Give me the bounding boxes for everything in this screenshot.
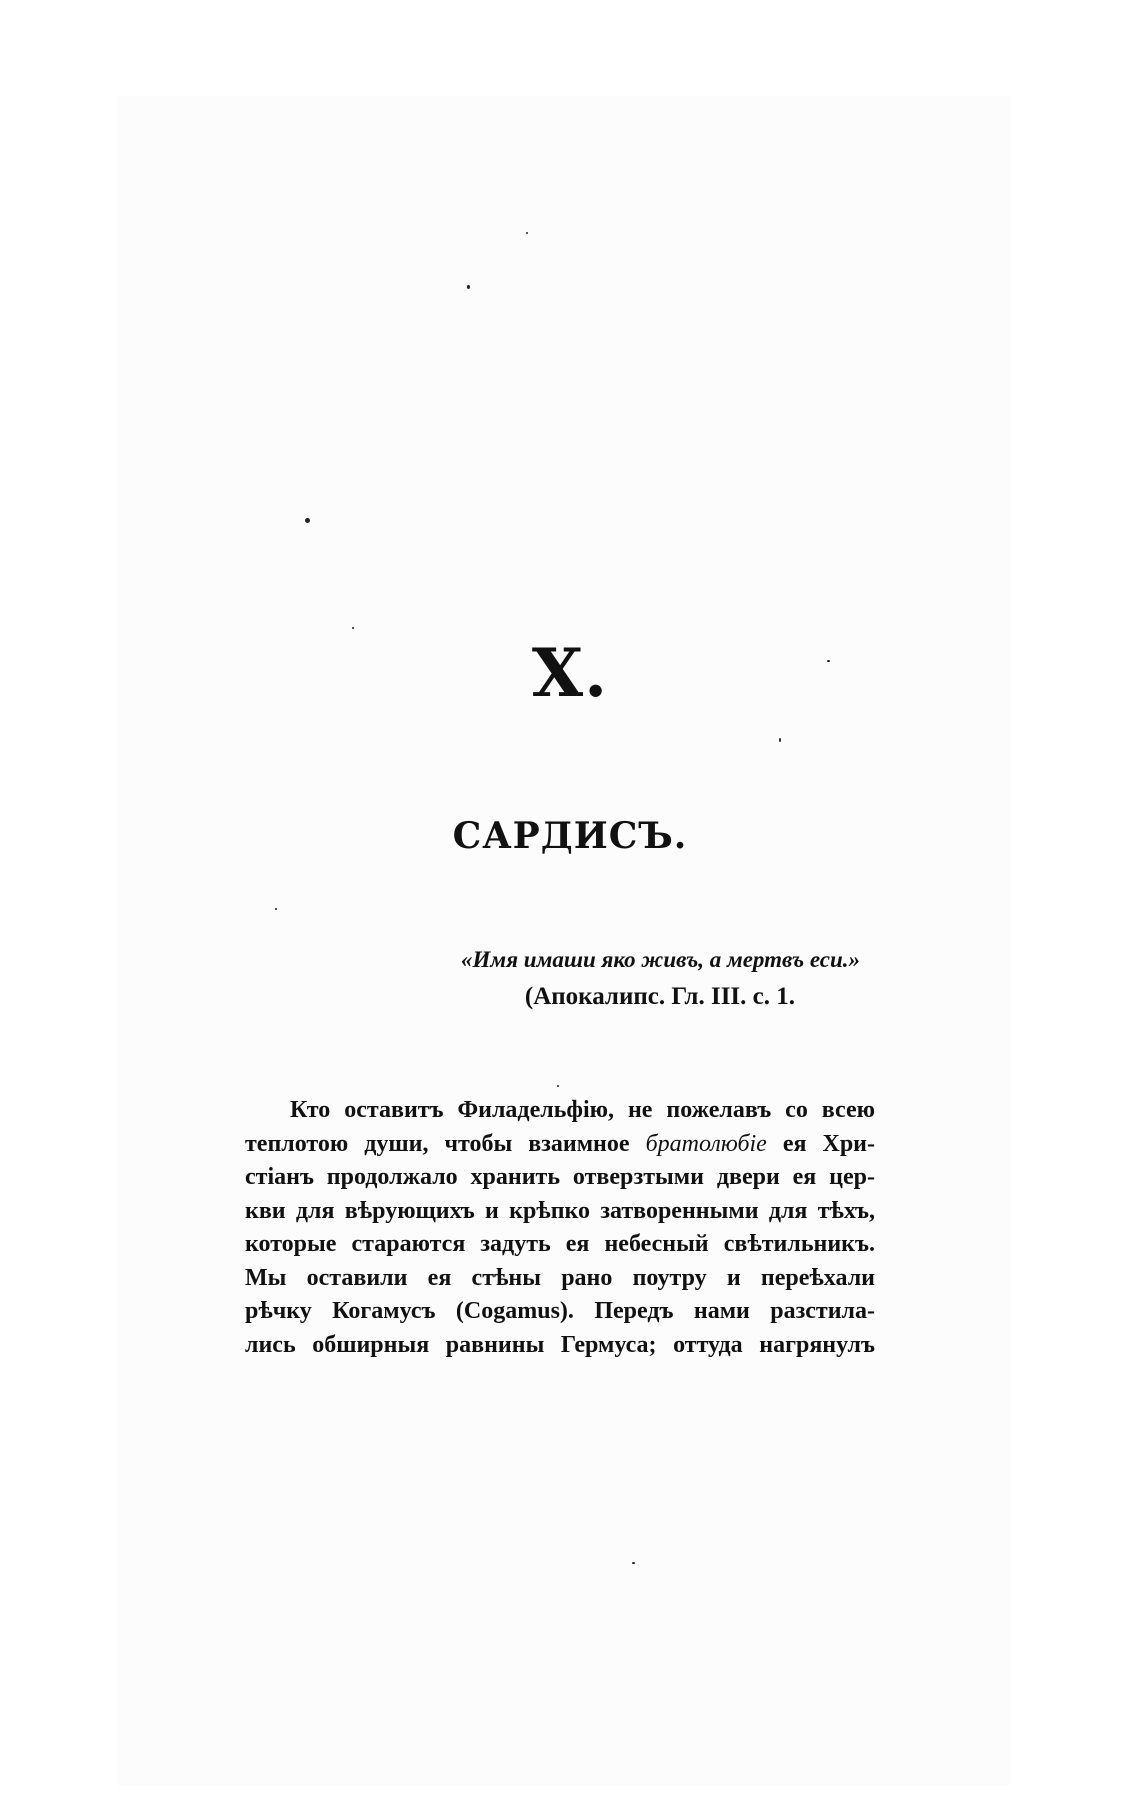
- body-line: стіанъ продолжало хранить отверзтыми двери ея цер-: [245, 1164, 875, 1190]
- book-page: [118, 96, 1010, 1786]
- body-line: рѣчку Когамусъ (Cogamus). Передъ нами разстила-: [245, 1298, 875, 1324]
- scan-speck: [557, 1085, 559, 1087]
- scan-speck: [275, 908, 277, 910]
- body-line: теплотою души, чтобы взаимное братолюбіе ея Хри-: [245, 1130, 876, 1157]
- body-line: кви для вѣрующихъ и крѣпко затворенными для тѣхъ,: [245, 1197, 875, 1224]
- body-line: Мы оставили ея стѣны рано поутру и переѣхали: [245, 1264, 875, 1291]
- chapter-number: X.: [531, 634, 609, 712]
- body-line: лись обширныя равнины Гермуса; оттуда нагрянулъ: [245, 1331, 875, 1358]
- epigraph-source: (Апокалипс. Гл. III. с. 1.: [524, 983, 795, 1010]
- scan-speck: [467, 285, 470, 289]
- emphasis-word: братолюбіе: [645, 1130, 767, 1157]
- body-line: которые стараются задуть ея небесный свѣтильникъ.: [245, 1231, 875, 1257]
- scan-speck: [352, 627, 354, 629]
- scan-speck: [632, 1562, 635, 1564]
- body-line: Кто оставитъ Филадельфію, не пожелавъ со всею: [290, 1097, 875, 1123]
- scan-speck: [779, 738, 781, 742]
- scan-speck: [305, 518, 310, 523]
- body-paragraph: [245, 1094, 875, 1362]
- scan-speck: [526, 232, 528, 234]
- epigraph-quote: «Имя имаши яко живъ, а мертвъ еси.»: [461, 947, 860, 972]
- chapter-title: САРДИСЪ.: [452, 815, 688, 857]
